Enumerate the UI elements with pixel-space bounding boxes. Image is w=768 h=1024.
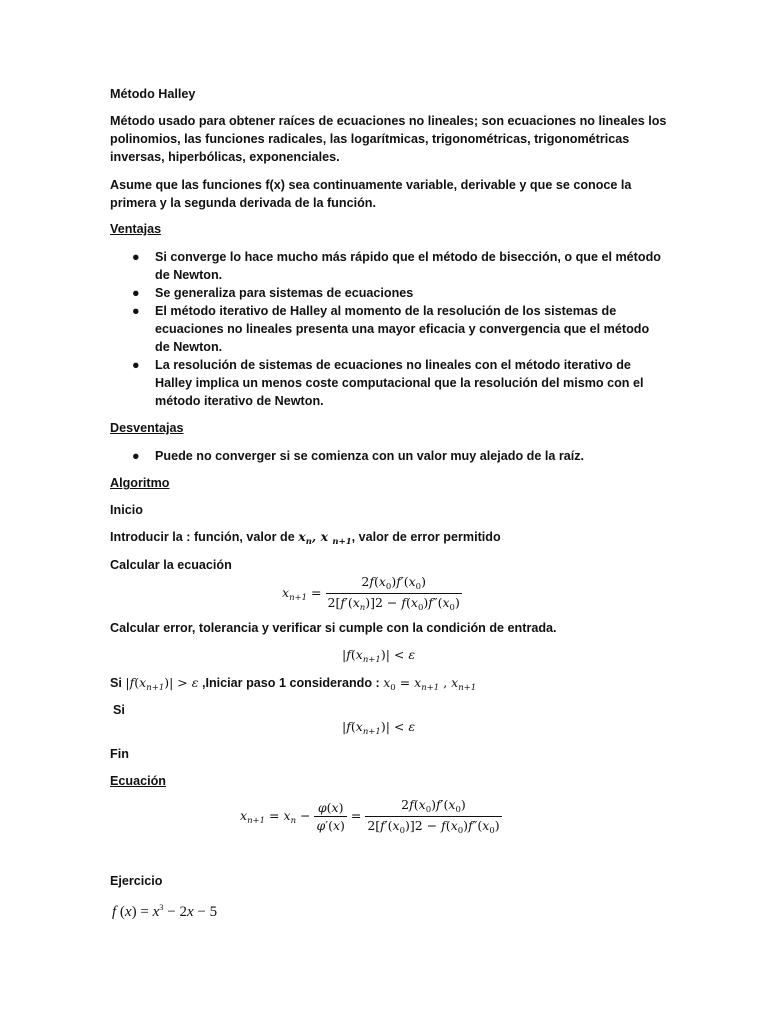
- ejercicio-label: Ejercicio: [110, 874, 163, 888]
- si-label: Si: [113, 703, 125, 717]
- bullet-dot: ●: [132, 358, 140, 372]
- si-prefix: Si: [110, 676, 126, 690]
- bullet-dot: ●: [132, 304, 140, 318]
- si-condition-line: Si $|f(x_{n+1})| > \varepsilon$ ,Iniciar paso 1 considerando : $x_0 = x_{n+1}$ , $x_{n+1}$: [110, 675, 477, 693]
- stop-condition-equation: $|f(x_{n+1})| < \varepsilon$: [342, 647, 416, 665]
- algoritmo-heading: Algoritmo: [110, 476, 170, 490]
- si-middle: ,Iniciar paso 1 considerando :: [198, 676, 384, 690]
- fin-label: Fin: [110, 747, 129, 761]
- intro-paragraph: Método usado para obtener raíces de ecuaciones no lineales; son ecuaciones no lineales los polinomios, las funciones radicales, las logarítmicas, trigonométricas, trigonométricas inversas, hiperbólicas, exponenciales.: [110, 114, 667, 164]
- halley-general-equation: $x_{n+1} = x_n$ − $\frac{\varphi(x)}{\varphi'(x)}$ = $\frac{2f(x_0)f'(x_0)}{2[f'(x_0)]2 - f(x_0)f''(x_0)}$: [240, 797, 500, 836]
- ventaja-item: Se generaliza para sistemas de ecuaciones: [155, 286, 414, 300]
- ventaja-item: La resolución de sistemas de ecuaciones no lineales con el método iterativo de Halley implica un menos coste computacional que la resolución del mismo con el método iterativo de Newton.: [155, 358, 644, 408]
- inicio-label: Inicio: [110, 503, 143, 517]
- ecuacion-heading: Ecuación: [110, 774, 166, 788]
- introducir-suffix: , valor de error permitido: [351, 530, 501, 544]
- exercise-function: f $(x) = x^3 - 2x - 5$: [112, 902, 218, 920]
- introducir-prefix: Introducir la : función, valor de: [110, 530, 299, 544]
- halley-iteration-equation: $x_{n+1}$ = $\frac{2f(x_0)f'(x_0)}{2[f'(x_n)]2 - f(x_0)f''(x_0)}$: [282, 574, 460, 613]
- bullet-dot: ●: [132, 449, 140, 463]
- calcular-error-label: Calcular error, tolerancia y verificar si cumple con la condición de entrada.: [110, 621, 557, 635]
- assumption-paragraph: Asume que las funciones f(x) sea continuamente variable, derivable y que se conoce la primera y la segunda derivada de la función.: [110, 178, 632, 210]
- desventajas-heading: Desventajas: [110, 421, 184, 435]
- page-title: Método Halley: [110, 87, 196, 101]
- xn-symbol: $x_n$, x $_{n+1}$: [298, 529, 352, 547]
- bullet-dot: ●: [132, 286, 140, 300]
- desventaja-item: Puede no converger si se comienza con un valor muy alejado de la raíz.: [155, 449, 585, 463]
- calcular-ecuacion-label: Calcular la ecuación: [110, 558, 232, 572]
- ventaja-item: El método iterativo de Halley al momento de la resolución de los sistemas de ecuaciones no lineales presenta una mayor eficacia y convergencia que el método de Newton.: [155, 304, 650, 354]
- stop-condition-equation-2: $|f(x_{n+1})| < \varepsilon$: [342, 719, 416, 737]
- bullet-dot: ●: [132, 250, 140, 264]
- ventaja-item: Si converge lo hace mucho más rápido que el método de bisección, o que el método de Newton.: [155, 250, 661, 282]
- introducir-line: [110, 528, 501, 551]
- ventajas-heading: Ventajas: [110, 222, 162, 236]
